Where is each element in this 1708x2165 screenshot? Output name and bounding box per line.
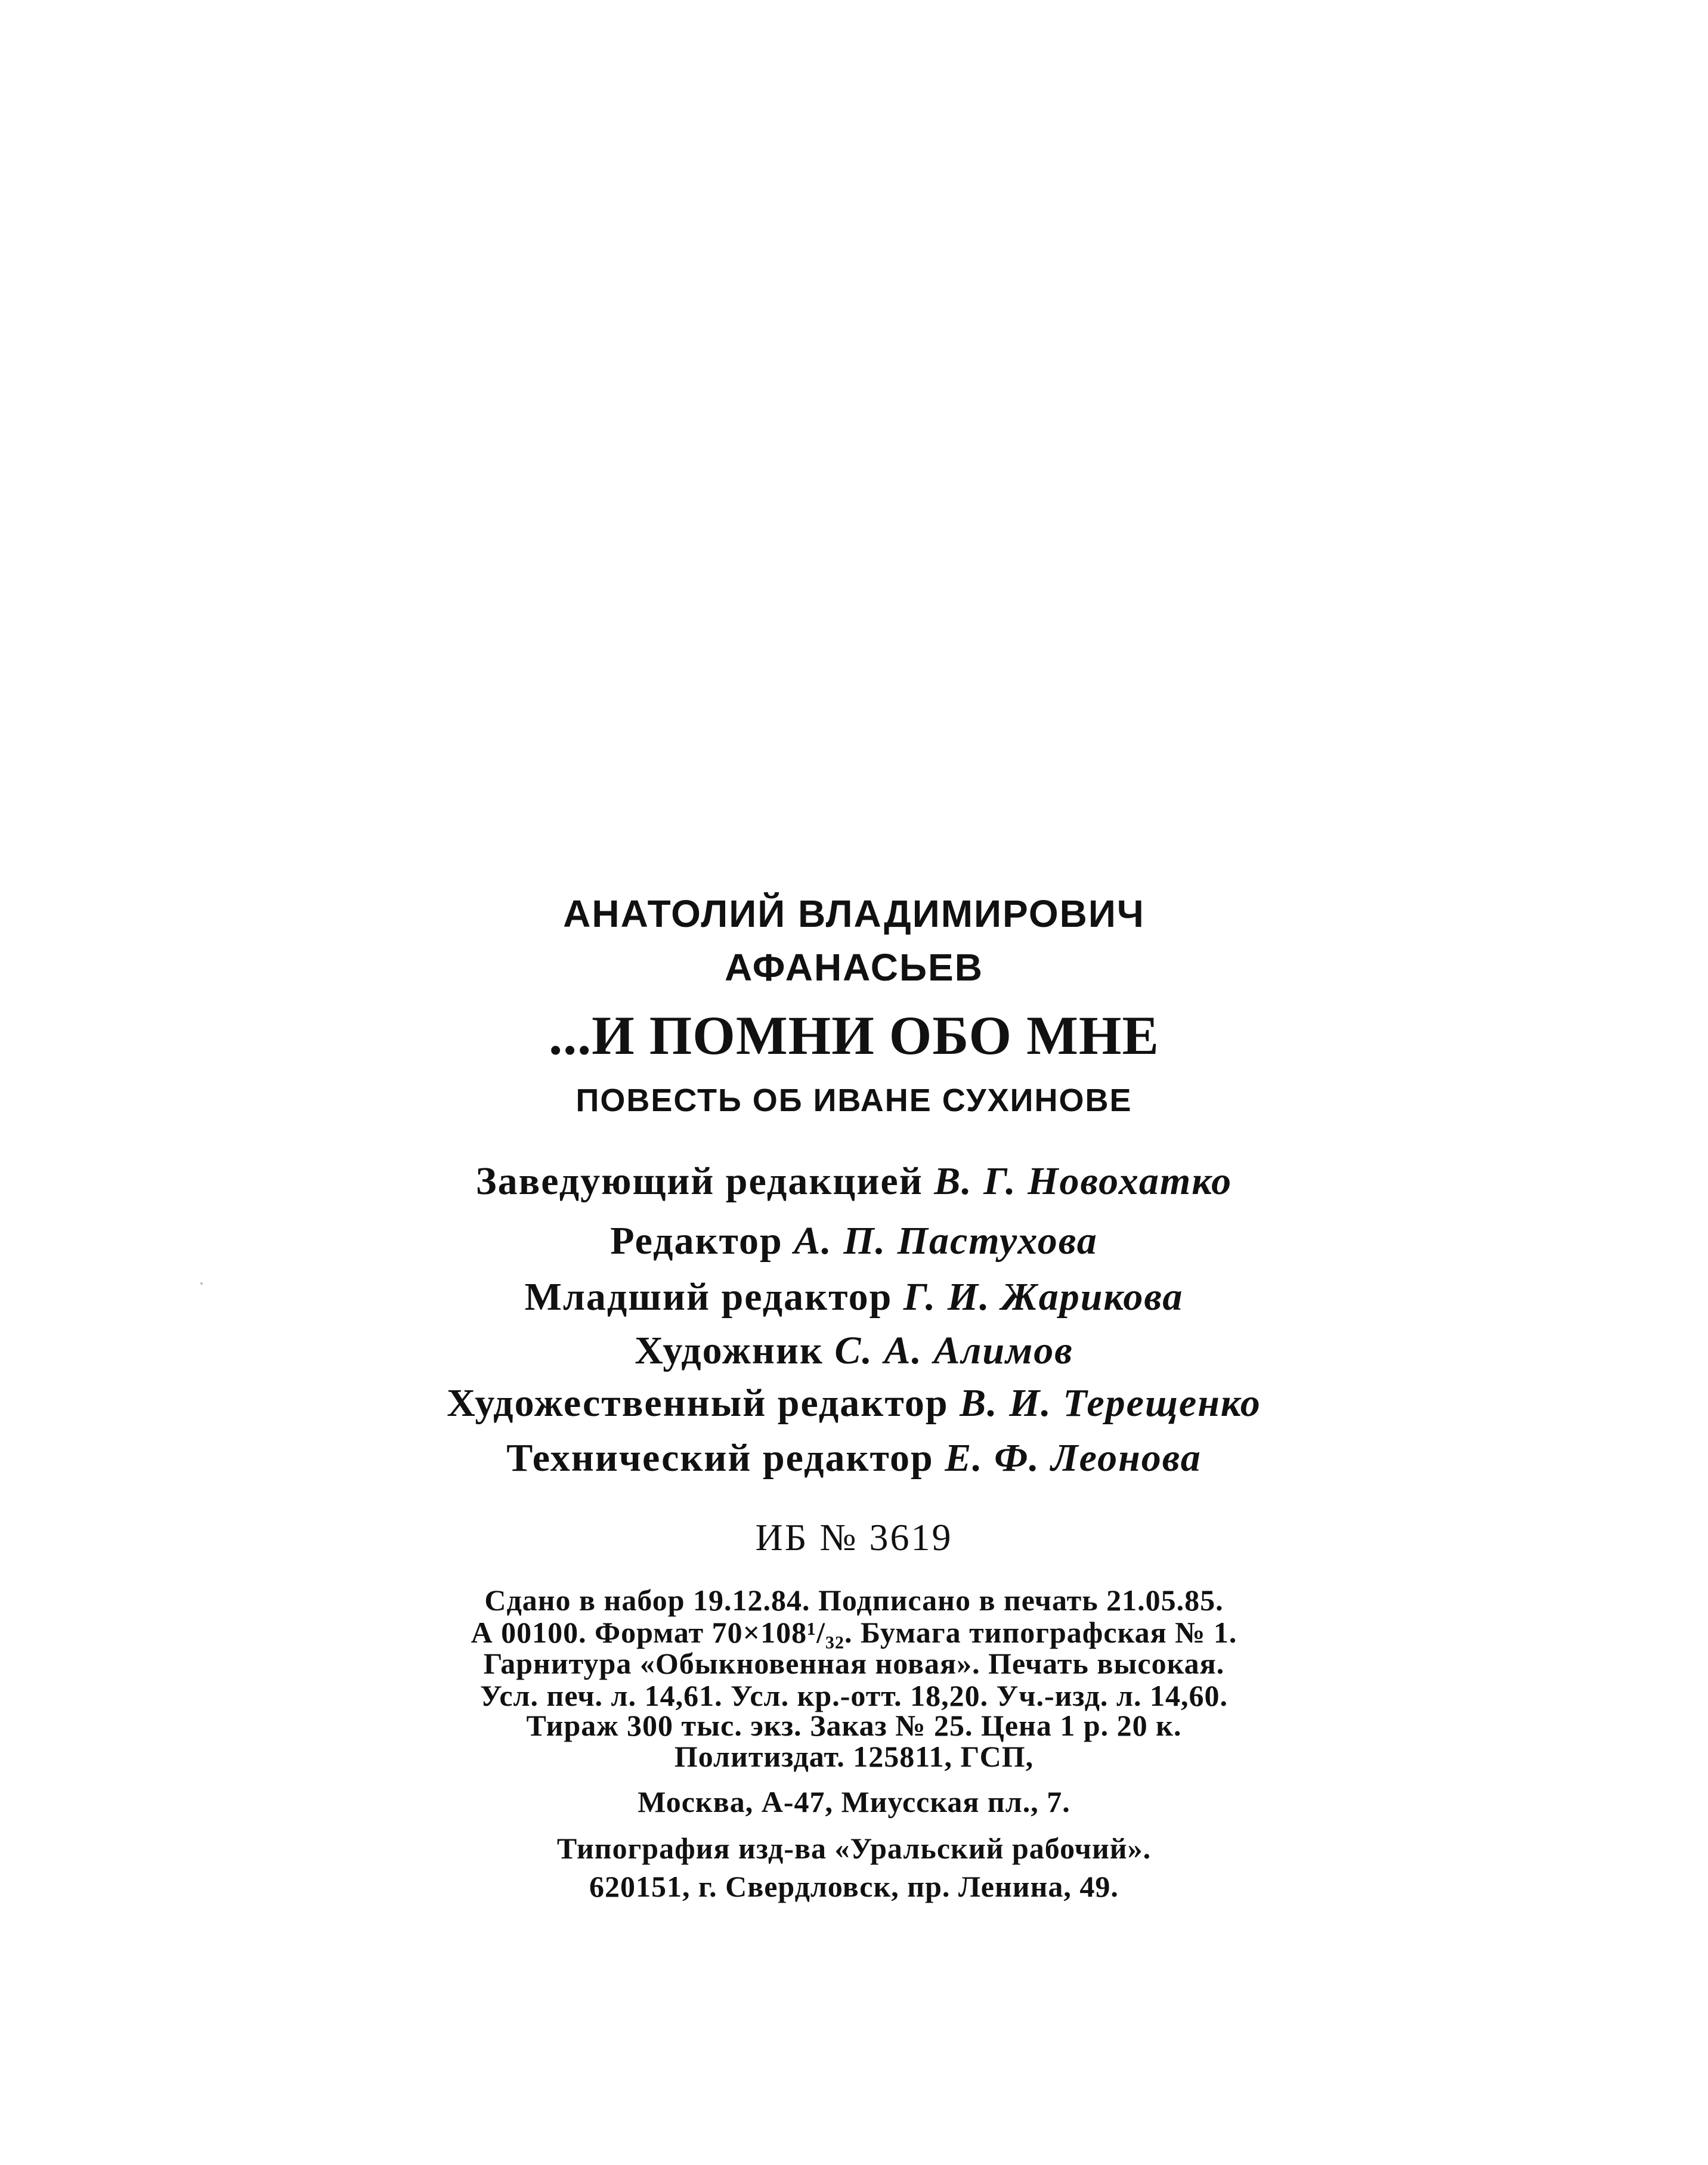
- credit-role: Заведующий редакцией: [475, 1159, 923, 1203]
- credit-name: В. Г. Новохатко: [934, 1159, 1233, 1203]
- paper-speck: [200, 1282, 203, 1285]
- credit-line: [0, 1331, 1708, 1371]
- imprint-line: 620151, г. Свердловск, пр. Ленина, 49.: [589, 1870, 1119, 1903]
- credit-name: В. И. Терещенко: [960, 1381, 1261, 1425]
- imprint-line: Типография изд-ва «Уральский рабочий».: [556, 1832, 1152, 1865]
- credit-line: [0, 1381, 1708, 1425]
- credit-name: Г. И. Жарикова: [903, 1275, 1184, 1319]
- credit-name: Е. Ф. Леонова: [945, 1436, 1202, 1480]
- imprint-line: Сдано в набор 19.12.84. Подписано в печать 21.05.85.: [484, 1583, 1224, 1617]
- credit-line: [0, 1275, 1708, 1319]
- credit-name: А. П. Пастухова: [794, 1219, 1098, 1263]
- ib-number: ИБ № 3619: [755, 1516, 953, 1558]
- credit-line: [0, 1221, 1708, 1261]
- author-first-names: АНАТОЛИЙ ВЛАДИМИРОВИЧ: [563, 892, 1145, 935]
- book-title: ...И ПОМНИ ОБО МНЕ: [549, 1005, 1159, 1066]
- book-subtitle: ПОВЕСТЬ ОБ ИВАНЕ СУХИНОВЕ: [575, 1082, 1133, 1118]
- credit-line: [0, 1436, 1708, 1480]
- imprint-line: Политиздат. 125811, ГСП,: [674, 1740, 1034, 1773]
- credit-line: [0, 1159, 1708, 1203]
- credit-role: Технический редактор: [506, 1436, 934, 1480]
- imprint-line: А 00100. Формат 70×108¹/₃₂. Бумага типографская № 1.: [471, 1616, 1237, 1649]
- author-surname: АФАНАСЬЕВ: [725, 946, 983, 989]
- credit-name: С. А. Алимов: [834, 1329, 1073, 1372]
- imprint-line: Тираж 300 тыс. экз. Заказ № 25. Цена 1 р. 20 к.: [526, 1709, 1182, 1742]
- imprint-line: Усл. печ. л. 14,61. Усл. кр.-отт. 18,20. Уч.-изд. л. 14,60.: [480, 1679, 1228, 1712]
- credit-role: Редактор: [610, 1219, 783, 1263]
- credit-role: Художник: [635, 1329, 824, 1372]
- imprint-line: Москва, А-47, Миусская пл., 7.: [638, 1785, 1070, 1818]
- imprint-line: Гарнитура «Обыкновенная новая». Печать высокая.: [483, 1647, 1225, 1680]
- credit-role: Художественный редактор: [447, 1381, 949, 1425]
- credit-role: Младший редактор: [524, 1275, 893, 1319]
